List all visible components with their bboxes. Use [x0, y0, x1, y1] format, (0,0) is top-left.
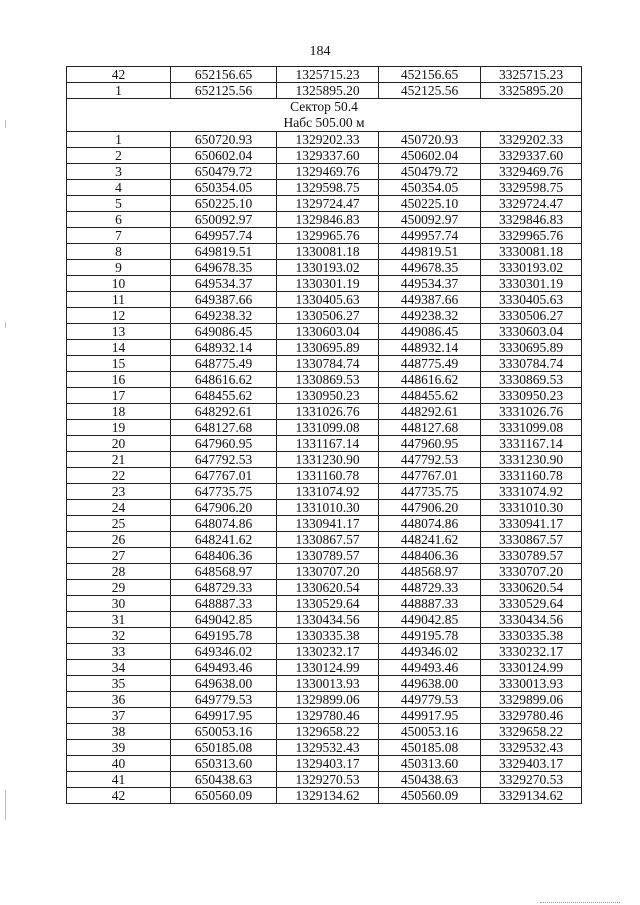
table-row [67, 164, 582, 180]
y-alt-coordinate-cell: 3329780.46 [481, 708, 582, 724]
table-row [67, 532, 582, 548]
y-coordinate-cell: 1329270.53 [277, 772, 379, 788]
point-number-cell: 42 [67, 788, 171, 804]
x-coordinate-cell: 648292.61 [171, 404, 277, 420]
table-row [67, 788, 582, 804]
point-number-cell: 1 [67, 132, 171, 148]
point-number-cell: 4 [67, 180, 171, 196]
y-alt-coordinate-cell: 3330707.20 [481, 564, 582, 580]
y-alt-coordinate-cell: 3330869.53 [481, 372, 582, 388]
x-coordinate-cell: 650354.05 [171, 180, 277, 196]
y-alt-coordinate-cell: 3329598.75 [481, 180, 582, 196]
x-alt-coordinate-cell: 449387.66 [379, 292, 481, 308]
x-alt-coordinate-cell: 448074.86 [379, 516, 481, 532]
y-alt-coordinate-cell: 3329337.60 [481, 148, 582, 164]
table-row [67, 148, 582, 164]
y-alt-coordinate-cell: 3331010.30 [481, 500, 582, 516]
y-coordinate-cell: 1330434.56 [277, 612, 379, 628]
point-number-cell: 35 [67, 676, 171, 692]
table-row [67, 340, 582, 356]
point-number-cell: 29 [67, 580, 171, 596]
x-coordinate-cell: 649638.00 [171, 676, 277, 692]
y-coordinate-cell: 1330784.74 [277, 356, 379, 372]
point-number-cell: 10 [67, 276, 171, 292]
point-number-cell: 2 [67, 148, 171, 164]
section-subtitle: Набс 505.00 м [283, 115, 365, 130]
table-row [67, 548, 582, 564]
x-alt-coordinate-cell: 449957.74 [379, 228, 481, 244]
x-coordinate-cell: 649042.85 [171, 612, 277, 628]
table-row [67, 292, 582, 308]
scan-mark [5, 790, 6, 820]
y-alt-coordinate-cell: 3329532.43 [481, 740, 582, 756]
x-coordinate-cell: 652156.65 [171, 67, 277, 83]
y-alt-coordinate-cell: 3329469.76 [481, 164, 582, 180]
point-number-cell: 19 [67, 420, 171, 436]
point-number-cell: 39 [67, 740, 171, 756]
scan-artifact [540, 900, 620, 903]
x-coordinate-cell: 649195.78 [171, 628, 277, 644]
y-alt-coordinate-cell: 3331167.14 [481, 436, 582, 452]
x-coordinate-cell: 648729.33 [171, 580, 277, 596]
point-number-cell: 15 [67, 356, 171, 372]
x-coordinate-cell: 648241.62 [171, 532, 277, 548]
x-coordinate-cell: 650560.09 [171, 788, 277, 804]
point-number-cell: 33 [67, 644, 171, 660]
y-coordinate-cell: 1331010.30 [277, 500, 379, 516]
scan-mark [5, 120, 6, 128]
point-number-cell: 38 [67, 724, 171, 740]
point-number-cell: 31 [67, 612, 171, 628]
y-alt-coordinate-cell: 3330232.17 [481, 644, 582, 660]
y-coordinate-cell: 1330013.93 [277, 676, 379, 692]
section-header-row [67, 99, 582, 132]
y-coordinate-cell: 1331160.78 [277, 468, 379, 484]
y-alt-coordinate-cell: 3329202.33 [481, 132, 582, 148]
table-row [67, 260, 582, 276]
table-row [67, 308, 582, 324]
y-coordinate-cell: 1330124.99 [277, 660, 379, 676]
scan-mark [5, 322, 6, 328]
table-row [67, 212, 582, 228]
x-coordinate-cell: 649678.35 [171, 260, 277, 276]
x-coordinate-cell: 647906.20 [171, 500, 277, 516]
x-alt-coordinate-cell: 449493.46 [379, 660, 481, 676]
x-coordinate-cell: 649534.37 [171, 276, 277, 292]
table-row [67, 500, 582, 516]
point-number-cell: 37 [67, 708, 171, 724]
point-number-cell: 24 [67, 500, 171, 516]
x-alt-coordinate-cell: 450053.16 [379, 724, 481, 740]
table-row [67, 660, 582, 676]
y-coordinate-cell: 1330603.04 [277, 324, 379, 340]
y-alt-coordinate-cell: 3331074.92 [481, 484, 582, 500]
y-coordinate-cell: 1330335.38 [277, 628, 379, 644]
x-alt-coordinate-cell: 450354.05 [379, 180, 481, 196]
x-alt-coordinate-cell: 450479.72 [379, 164, 481, 180]
x-alt-coordinate-cell: 448241.62 [379, 532, 481, 548]
y-coordinate-cell: 1325895.20 [277, 83, 379, 99]
x-alt-coordinate-cell: 448406.36 [379, 548, 481, 564]
y-alt-coordinate-cell: 3330405.63 [481, 292, 582, 308]
table-row [67, 612, 582, 628]
table-row [67, 724, 582, 740]
table-row [67, 276, 582, 292]
point-number-cell: 16 [67, 372, 171, 388]
y-alt-coordinate-cell: 3330193.02 [481, 260, 582, 276]
x-alt-coordinate-cell: 449917.95 [379, 708, 481, 724]
table-row [67, 756, 582, 772]
x-alt-coordinate-cell: 449238.32 [379, 308, 481, 324]
x-alt-coordinate-cell: 450438.63 [379, 772, 481, 788]
table-row [67, 244, 582, 260]
x-alt-coordinate-cell: 449638.00 [379, 676, 481, 692]
x-alt-coordinate-cell: 448616.62 [379, 372, 481, 388]
x-alt-coordinate-cell: 449779.53 [379, 692, 481, 708]
x-alt-coordinate-cell: 449195.78 [379, 628, 481, 644]
table-row [67, 452, 582, 468]
x-coordinate-cell: 647960.95 [171, 436, 277, 452]
point-number-cell: 8 [67, 244, 171, 260]
table-row [67, 196, 582, 212]
table-row [67, 564, 582, 580]
x-coordinate-cell: 652125.56 [171, 83, 277, 99]
section-header-cell [67, 99, 582, 132]
y-coordinate-cell: 1331099.08 [277, 420, 379, 436]
x-alt-coordinate-cell: 450602.04 [379, 148, 481, 164]
x-coordinate-cell: 650479.72 [171, 164, 277, 180]
x-coordinate-cell: 650438.63 [171, 772, 277, 788]
x-alt-coordinate-cell: 450313.60 [379, 756, 481, 772]
y-alt-coordinate-cell: 3330529.64 [481, 596, 582, 612]
y-alt-coordinate-cell: 3331230.90 [481, 452, 582, 468]
point-number-cell: 32 [67, 628, 171, 644]
point-number-cell: 11 [67, 292, 171, 308]
y-coordinate-cell: 1330081.18 [277, 244, 379, 260]
x-coordinate-cell: 648568.97 [171, 564, 277, 580]
point-number-cell: 28 [67, 564, 171, 580]
y-coordinate-cell: 1331167.14 [277, 436, 379, 452]
y-coordinate-cell: 1330506.27 [277, 308, 379, 324]
table-row [67, 180, 582, 196]
x-coordinate-cell: 649086.45 [171, 324, 277, 340]
table-row [67, 388, 582, 404]
y-coordinate-cell: 1329899.06 [277, 692, 379, 708]
point-number-cell: 34 [67, 660, 171, 676]
x-alt-coordinate-cell: 448932.14 [379, 340, 481, 356]
x-coordinate-cell: 649917.95 [171, 708, 277, 724]
x-coordinate-cell: 647767.01 [171, 468, 277, 484]
point-number-cell: 7 [67, 228, 171, 244]
table-row [67, 83, 582, 99]
y-alt-coordinate-cell: 3329134.62 [481, 788, 582, 804]
point-number-cell: 41 [67, 772, 171, 788]
y-coordinate-cell: 1329724.47 [277, 196, 379, 212]
y-alt-coordinate-cell: 3330603.04 [481, 324, 582, 340]
x-coordinate-cell: 648775.49 [171, 356, 277, 372]
x-coordinate-cell: 649387.66 [171, 292, 277, 308]
table-row [67, 740, 582, 756]
point-number-cell: 13 [67, 324, 171, 340]
y-coordinate-cell: 1329658.22 [277, 724, 379, 740]
point-number-cell: 1 [67, 83, 171, 99]
point-number-cell: 9 [67, 260, 171, 276]
x-alt-coordinate-cell: 450092.97 [379, 212, 481, 228]
x-alt-coordinate-cell: 450225.10 [379, 196, 481, 212]
x-alt-coordinate-cell: 449346.02 [379, 644, 481, 660]
y-alt-coordinate-cell: 3330941.17 [481, 516, 582, 532]
x-alt-coordinate-cell: 452125.56 [379, 83, 481, 99]
x-alt-coordinate-cell: 448887.33 [379, 596, 481, 612]
table-row [67, 708, 582, 724]
table-row [67, 644, 582, 660]
table-row [67, 596, 582, 612]
y-coordinate-cell: 1330232.17 [277, 644, 379, 660]
point-number-cell: 21 [67, 452, 171, 468]
y-alt-coordinate-cell: 3330081.18 [481, 244, 582, 260]
x-alt-coordinate-cell: 447906.20 [379, 500, 481, 516]
y-coordinate-cell: 1330941.17 [277, 516, 379, 532]
x-coordinate-cell: 647792.53 [171, 452, 277, 468]
y-coordinate-cell: 1331230.90 [277, 452, 379, 468]
y-alt-coordinate-cell: 3330434.56 [481, 612, 582, 628]
point-number-cell: 14 [67, 340, 171, 356]
table-row [67, 580, 582, 596]
point-number-cell: 5 [67, 196, 171, 212]
x-alt-coordinate-cell: 450720.93 [379, 132, 481, 148]
y-alt-coordinate-cell: 3329403.17 [481, 756, 582, 772]
coordinates-table [66, 66, 582, 804]
x-alt-coordinate-cell: 449534.37 [379, 276, 481, 292]
y-coordinate-cell: 1329337.60 [277, 148, 379, 164]
y-alt-coordinate-cell: 3330124.99 [481, 660, 582, 676]
y-coordinate-cell: 1330789.57 [277, 548, 379, 564]
point-number-cell: 18 [67, 404, 171, 420]
x-alt-coordinate-cell: 449086.45 [379, 324, 481, 340]
x-alt-coordinate-cell: 447960.95 [379, 436, 481, 452]
page-number: 184 [309, 44, 331, 59]
x-coordinate-cell: 650185.08 [171, 740, 277, 756]
y-alt-coordinate-cell: 3330784.74 [481, 356, 582, 372]
point-number-cell: 3 [67, 164, 171, 180]
x-coordinate-cell: 650092.97 [171, 212, 277, 228]
x-alt-coordinate-cell: 448775.49 [379, 356, 481, 372]
y-coordinate-cell: 1330867.57 [277, 532, 379, 548]
y-coordinate-cell: 1330529.64 [277, 596, 379, 612]
y-coordinate-cell: 1330869.53 [277, 372, 379, 388]
y-coordinate-cell: 1329134.62 [277, 788, 379, 804]
x-coordinate-cell: 649779.53 [171, 692, 277, 708]
y-alt-coordinate-cell: 3330620.54 [481, 580, 582, 596]
x-alt-coordinate-cell: 448455.62 [379, 388, 481, 404]
y-alt-coordinate-cell: 3330013.93 [481, 676, 582, 692]
y-alt-coordinate-cell: 3330695.89 [481, 340, 582, 356]
table-row [67, 676, 582, 692]
y-coordinate-cell: 1329780.46 [277, 708, 379, 724]
y-coordinate-cell: 1329846.83 [277, 212, 379, 228]
y-alt-coordinate-cell: 3329724.47 [481, 196, 582, 212]
x-alt-coordinate-cell: 447792.53 [379, 452, 481, 468]
x-coordinate-cell: 650225.10 [171, 196, 277, 212]
y-coordinate-cell: 1330301.19 [277, 276, 379, 292]
y-coordinate-cell: 1330193.02 [277, 260, 379, 276]
point-number-cell: 27 [67, 548, 171, 564]
x-alt-coordinate-cell: 448568.97 [379, 564, 481, 580]
y-coordinate-cell: 1330405.63 [277, 292, 379, 308]
x-alt-coordinate-cell: 448292.61 [379, 404, 481, 420]
table-row [67, 356, 582, 372]
y-coordinate-cell: 1331026.76 [277, 404, 379, 420]
y-alt-coordinate-cell: 3329658.22 [481, 724, 582, 740]
point-number-cell: 26 [67, 532, 171, 548]
table-row [67, 420, 582, 436]
table-row [67, 132, 582, 148]
x-coordinate-cell: 649957.74 [171, 228, 277, 244]
section-title: Сектор 50.4 [290, 99, 358, 114]
y-alt-coordinate-cell: 3330867.57 [481, 532, 582, 548]
y-coordinate-cell: 1330707.20 [277, 564, 379, 580]
y-alt-coordinate-cell: 3330506.27 [481, 308, 582, 324]
x-alt-coordinate-cell: 447767.01 [379, 468, 481, 484]
x-coordinate-cell: 649493.46 [171, 660, 277, 676]
x-alt-coordinate-cell: 448127.68 [379, 420, 481, 436]
table-row [67, 484, 582, 500]
x-coordinate-cell: 650720.93 [171, 132, 277, 148]
point-number-cell: 6 [67, 212, 171, 228]
y-alt-coordinate-cell: 3329270.53 [481, 772, 582, 788]
y-alt-coordinate-cell: 3325715.23 [481, 67, 582, 83]
x-coordinate-cell: 648616.62 [171, 372, 277, 388]
table-row [67, 324, 582, 340]
table-row [67, 436, 582, 452]
y-coordinate-cell: 1330950.23 [277, 388, 379, 404]
y-alt-coordinate-cell: 3330301.19 [481, 276, 582, 292]
y-alt-coordinate-cell: 3325895.20 [481, 83, 582, 99]
y-alt-coordinate-cell: 3330335.38 [481, 628, 582, 644]
y-coordinate-cell: 1331074.92 [277, 484, 379, 500]
point-number-cell: 40 [67, 756, 171, 772]
y-alt-coordinate-cell: 3329846.83 [481, 212, 582, 228]
point-number-cell: 42 [67, 67, 171, 83]
y-coordinate-cell: 1329965.76 [277, 228, 379, 244]
y-alt-coordinate-cell: 3331160.78 [481, 468, 582, 484]
y-alt-coordinate-cell: 3330950.23 [481, 388, 582, 404]
point-number-cell: 36 [67, 692, 171, 708]
y-coordinate-cell: 1329202.33 [277, 132, 379, 148]
table-row [67, 67, 582, 83]
x-coordinate-cell: 649819.51 [171, 244, 277, 260]
y-coordinate-cell: 1329532.43 [277, 740, 379, 756]
x-coordinate-cell: 648455.62 [171, 388, 277, 404]
x-alt-coordinate-cell: 449678.35 [379, 260, 481, 276]
y-alt-coordinate-cell: 3329899.06 [481, 692, 582, 708]
x-coordinate-cell: 648074.86 [171, 516, 277, 532]
y-alt-coordinate-cell: 3330789.57 [481, 548, 582, 564]
x-alt-coordinate-cell: 449042.85 [379, 612, 481, 628]
table-row [67, 692, 582, 708]
x-coordinate-cell: 647735.75 [171, 484, 277, 500]
y-coordinate-cell: 1325715.23 [277, 67, 379, 83]
x-coordinate-cell: 649238.32 [171, 308, 277, 324]
y-coordinate-cell: 1330695.89 [277, 340, 379, 356]
x-coordinate-cell: 648887.33 [171, 596, 277, 612]
x-alt-coordinate-cell: 447735.75 [379, 484, 481, 500]
y-coordinate-cell: 1329403.17 [277, 756, 379, 772]
table-row [67, 404, 582, 420]
x-alt-coordinate-cell: 450185.08 [379, 740, 481, 756]
point-number-cell: 25 [67, 516, 171, 532]
table-row [67, 516, 582, 532]
x-coordinate-cell: 649346.02 [171, 644, 277, 660]
table-row [67, 772, 582, 788]
x-coordinate-cell: 650313.60 [171, 756, 277, 772]
table-row [67, 468, 582, 484]
x-alt-coordinate-cell: 452156.65 [379, 67, 481, 83]
x-coordinate-cell: 648932.14 [171, 340, 277, 356]
point-number-cell: 20 [67, 436, 171, 452]
table-row [67, 372, 582, 388]
x-alt-coordinate-cell: 449819.51 [379, 244, 481, 260]
x-alt-coordinate-cell: 450560.09 [379, 788, 481, 804]
y-coordinate-cell: 1330620.54 [277, 580, 379, 596]
y-alt-coordinate-cell: 3331026.76 [481, 404, 582, 420]
x-alt-coordinate-cell: 448729.33 [379, 580, 481, 596]
x-coordinate-cell: 648406.36 [171, 548, 277, 564]
point-number-cell: 23 [67, 484, 171, 500]
point-number-cell: 12 [67, 308, 171, 324]
y-alt-coordinate-cell: 3329965.76 [481, 228, 582, 244]
x-coordinate-cell: 648127.68 [171, 420, 277, 436]
table-row [67, 628, 582, 644]
y-coordinate-cell: 1329598.75 [277, 180, 379, 196]
x-coordinate-cell: 650053.16 [171, 724, 277, 740]
y-alt-coordinate-cell: 3331099.08 [481, 420, 582, 436]
point-number-cell: 30 [67, 596, 171, 612]
coordinates-table-body [67, 67, 582, 804]
table-row [67, 228, 582, 244]
point-number-cell: 22 [67, 468, 171, 484]
point-number-cell: 17 [67, 388, 171, 404]
y-coordinate-cell: 1329469.76 [277, 164, 379, 180]
x-coordinate-cell: 650602.04 [171, 148, 277, 164]
